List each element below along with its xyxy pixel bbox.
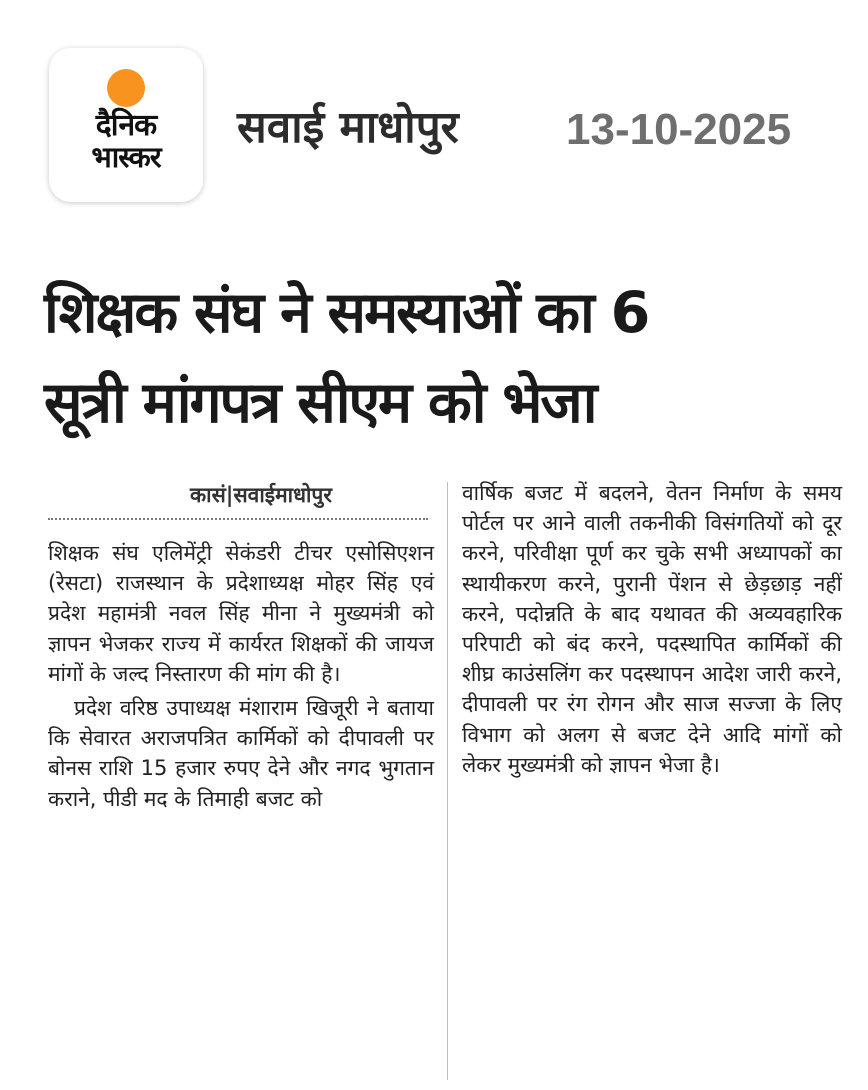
edition-city: सवाई माधोपुर: [237, 102, 459, 153]
article-paragraph-1: शिक्षक संघ एलिमेंट्री सेकंडरी टीचर एसोसिएशन (रेसटा) राजस्थान के प्रदेशाध्यक्ष मोहर सिंह एवं प्रदेश महामंत्री नवल सिंह मीना ने मुख्यमंत्री को ज्ञापन भेजकर राज्य में कार्यरत शिक्षकों की जायज मांगों के जल्द निस्तारण की मांग की है।: [48, 541, 434, 686]
sun-icon: [107, 69, 145, 107]
logo-text-line2: भास्कर: [91, 140, 161, 174]
article-column-left: [48, 478, 434, 814]
article-paragraph-3: वार्षिक बजट में बदलने, वेतन निर्माण के समय पोर्टल पर आने वाली तकनीकी विसंगतियों को दूर करने, परिवीक्षा पूर्ण कर चुके सभी अध्यापकों का स्थायीकरण करने, पुरानी पेंशन से छेड़छाड़ नहीं करने, पदोन्नति के बाद यथावत की अव्यवहारिक परिपाटी को बंद करने, पदस्थापित कार्मिकों की शीघ्र काउंसलिंग कर पदस्थापन आदेश जारी करने, दीपावली पर रंग रोगन और साज सज्जा के लिए विभाग को अलग से बजट देने आदि मांगों को लेकर मुख्यमंत्री को ज्ञापन भेजा है।: [462, 481, 842, 777]
dainik-bhaskar-logo[interactable]: [49, 48, 203, 202]
column-divider: [447, 482, 448, 1080]
headline-line-2: सूत्री मांगपत्र सीएम को भेजा: [44, 370, 596, 436]
article-headline: [44, 268, 844, 448]
article-column-right: [462, 478, 842, 780]
headline-line-1: शिक्षक संघ ने समस्याओं का 6: [44, 280, 649, 346]
page-header: [0, 0, 868, 240]
byline: कासं|सवाईमाधोपुर: [190, 483, 332, 507]
logo-text-line1: दैनिक: [95, 108, 157, 143]
byline-divider: [48, 518, 428, 520]
edition-date: 13-10-2025: [566, 105, 792, 154]
article-paragraph-2: प्रदेश वरिष्ठ उपाध्यक्ष मंशाराम खिजूरी ने बताया कि सेवारत अराजपत्रित कार्मिकों को दीपावली पर बोनस राशि 15 हजार रुपए देने और नगद भुगतान कराने, पीडी मद के तिमाही बजट को: [48, 696, 434, 811]
news-clipping: [0, 248, 868, 1090]
